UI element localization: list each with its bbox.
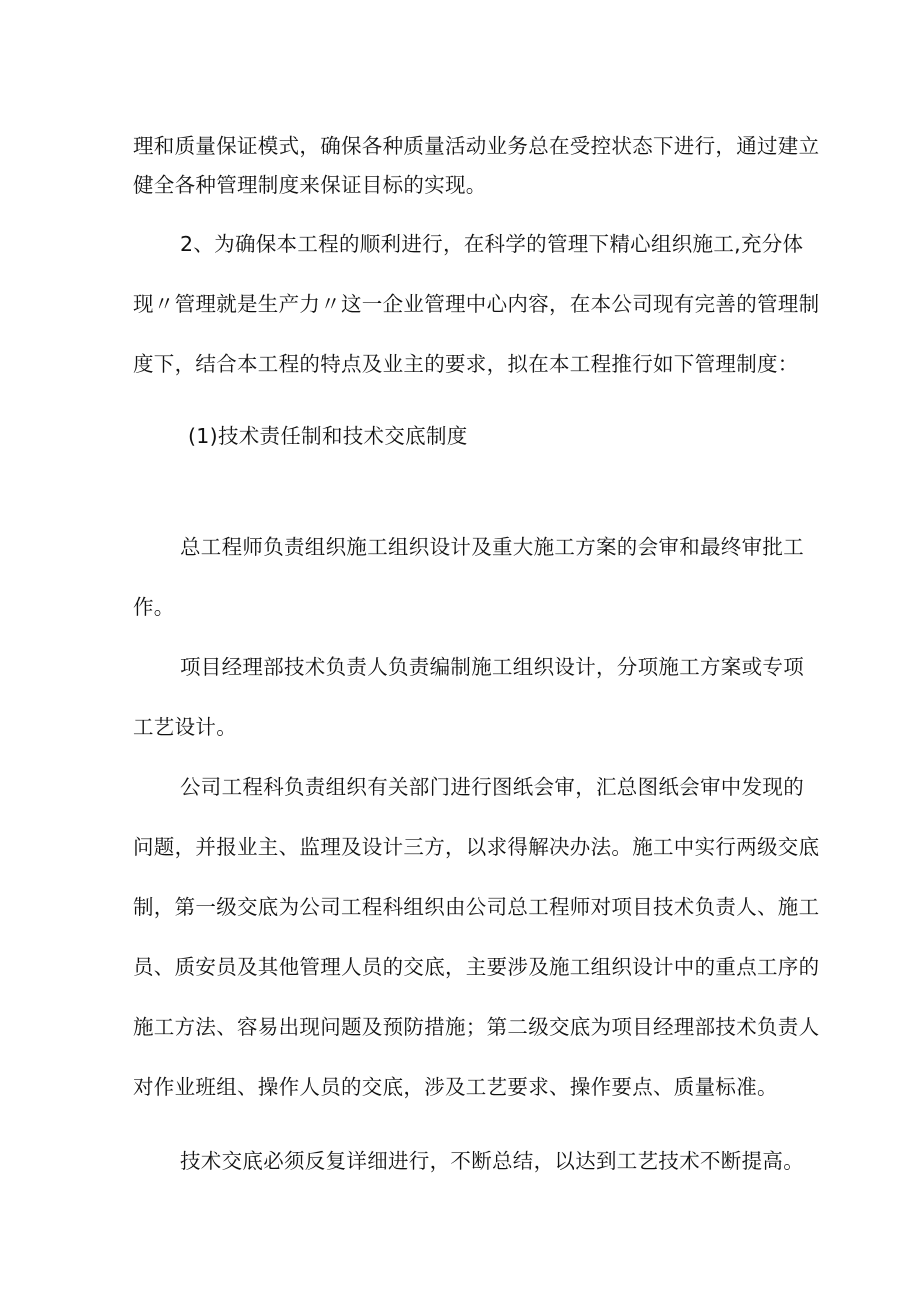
paragraph-line: 技术交底必须反复详细进行，不断总结，以达到工艺技术不断提高。 <box>180 1149 804 1173</box>
section-heading: (1)技术责任制和技术交底制度 <box>188 424 468 448</box>
paragraph-line: 员、质安员及其他管理人员的交底，主要涉及施工组织设计中的重点工序的 <box>133 955 820 979</box>
paragraph-line: 工艺设计。 <box>133 715 237 739</box>
paragraph-line: 现〃管理就是生产力〃这一企业管理中心内容，在本公司现有完善的管理制 <box>133 292 820 316</box>
paragraph-line: 度下，结合本工程的特点及业主的要求，拟在本工程推行如下管理制度： <box>133 352 799 376</box>
paragraph-line: 健全各种管理制度来保证目标的实现。 <box>133 173 487 197</box>
paragraph-line: 项目经理部技术负责人负责编制施工组织设计，分项施工方案或专项 <box>180 655 804 679</box>
paragraph-line: 公司工程科负责组织有关部门进行图纸会审，汇总图纸会审中发现的 <box>180 775 804 799</box>
paragraph-line: 2、为确保本工程的顺利进行，在科学的管理下精心组织施工,充分体 <box>180 232 804 256</box>
paragraph-line: 制，第一级交底为公司工程科组织由公司总工程师对项目技术负责人、施工 <box>133 895 820 919</box>
paragraph-line: 作。 <box>133 595 175 619</box>
paragraph-line: 理和质量保证模式，确保各种质量活动业务总在受控状态下进行，通过建立 <box>133 134 820 158</box>
paragraph-line: 对作业班组、操作人员的交底，涉及工艺要求、操作要点、质量标准。 <box>133 1075 778 1099</box>
paragraph-line: 总工程师负责组织施工组织设计及重大施工方案的会审和最终审批工 <box>180 535 804 559</box>
paragraph-line: 问题，并报业主、监理及设计三方，以求得解决办法。施工中实行两级交底 <box>133 835 820 859</box>
paragraph-line: 施工方法、容易出现问题及预防措施；第二级交底为项目经理部技术负责人 <box>133 1015 820 1039</box>
